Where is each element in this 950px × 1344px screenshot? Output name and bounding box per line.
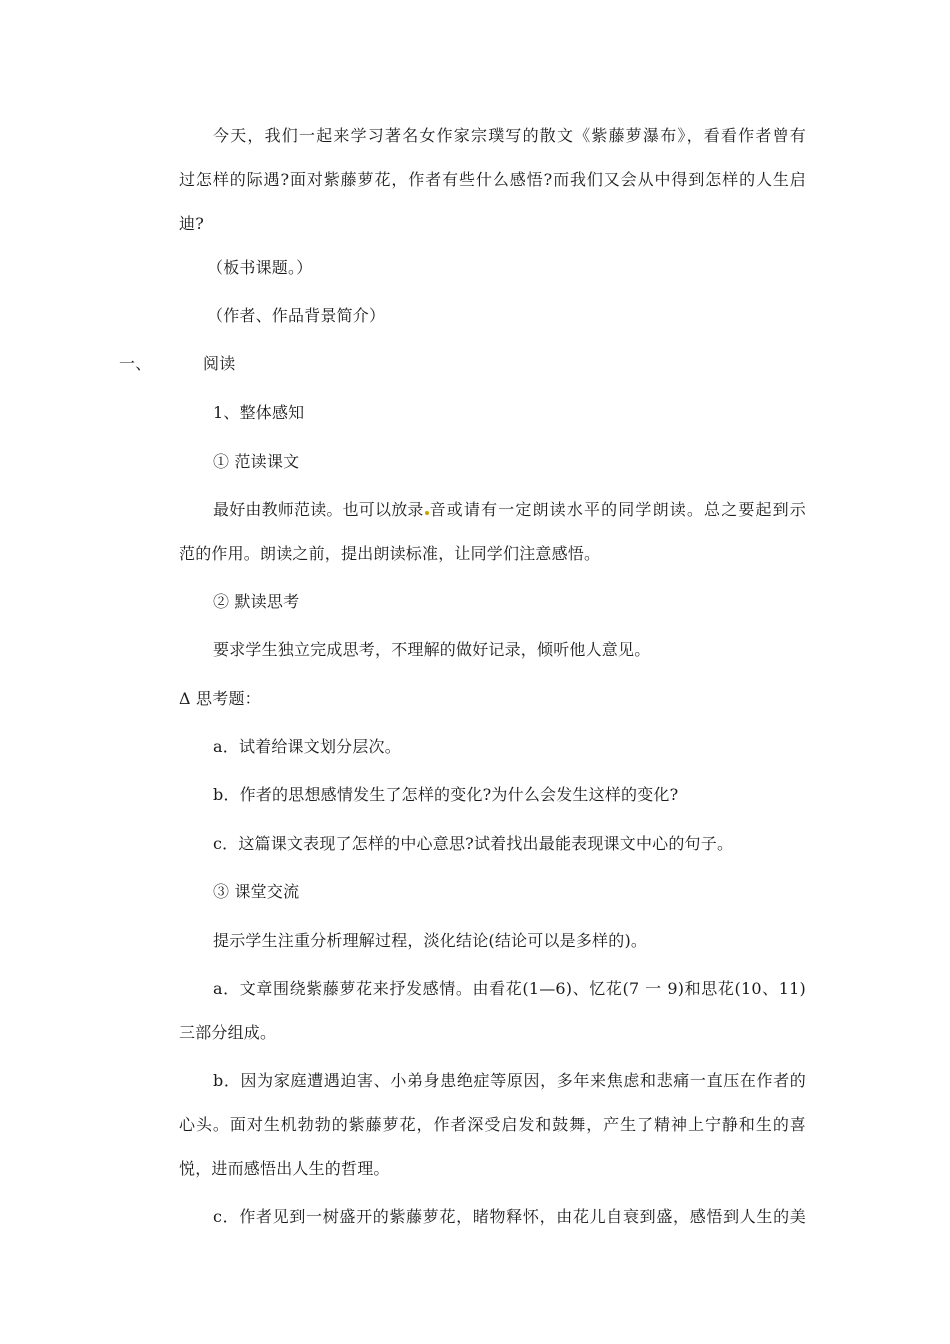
step1-line-1-part-a: 最好由教师范读。也可以放录 [213,500,424,519]
question-c: c．这篇课文表现了怎样的中心意思?试着找出最能表现课文中心的句子。 [213,834,734,853]
question-a: a．试着给课文划分层次。 [213,737,401,756]
answer-b-line-3: 悦，进而感悟出人生的哲理。 [179,1159,390,1178]
question-b: b．作者的思想感情发生了怎样的变化?为什么会发生这样的变化? [213,785,679,804]
intro-line-1: 今天，我们一起来学习著名女作家宗璞写的散文《紫藤萝瀑布》，看看作者曾有 [213,126,806,145]
answer-a-line-2: 三部分组成。 [179,1023,277,1042]
step3-text: 提示学生注重分析理解过程，淡化结论(结论可以是多样的)。 [213,931,648,950]
step2-text: 要求学生独立完成思考，不理解的做好记录，倾听他人意见。 [213,640,651,659]
section-number: 一、 [119,354,152,373]
step1-line-1 [213,500,806,520]
answer-c-line-1: c．作者见到一树盛开的紫藤萝花，睹物释怀，由花儿自衰到盛，感悟到人生的美 [213,1207,806,1226]
subsection-heading: 1、整体感知 [213,403,305,422]
step1-line-2: 范的作用。朗读之前，提出朗读标准，让同学们注意感悟。 [179,544,601,563]
note-author-background: （作者、作品背景简介） [207,306,386,325]
section-title: 阅读 [203,354,236,373]
intro-line-3: 迪? [179,214,204,233]
highlight-dot-icon [425,511,429,515]
intro-line-2: 过怎样的际遇?面对紫藤萝花，作者有些什么感悟?而我们又会从中得到怎样的人生启 [179,170,806,189]
step-heading-1: ① 范读课文 [213,452,300,471]
step-heading-2: ② 默读思考 [213,592,300,611]
answer-b-line-2: 心头。面对生机勃勃的紫藤萝花，作者深受启发和鼓舞，产生了精神上宁静和生的喜 [179,1115,806,1134]
answer-a-line-1: a．文章围绕紫藤萝花来抒发感情。由看花(1—6)、忆花(7 一 9)和思花(10、11) [213,979,806,998]
step-heading-3: ③ 课堂交流 [213,882,300,901]
answer-b-line-1: b．因为家庭遭遇迫害、小弟身患绝症等原因，多年来焦虑和悲痛一直压在作者的 [213,1071,806,1090]
questions-heading: Δ 思考题： [179,689,261,708]
step1-line-1-part-b: 音或请有一定朗读水平的同学朗读。总之要起到示 [429,500,806,519]
note-board-title: （板书课题。） [207,258,313,277]
